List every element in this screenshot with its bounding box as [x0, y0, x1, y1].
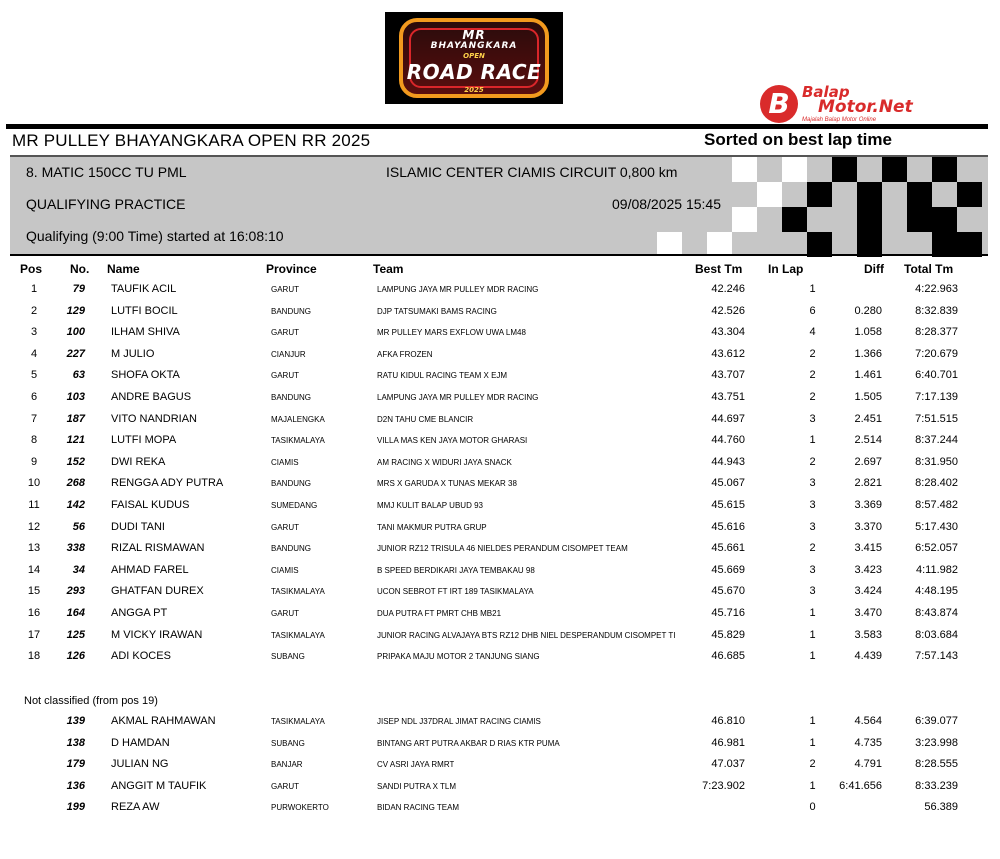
cell-best: 45.616: [711, 520, 745, 533]
cell-team: PRIPAKA MAJU MOTOR 2 TANJUNG SIANG: [377, 652, 540, 662]
cell-name: REZA AW: [111, 801, 160, 814]
cell-best: 44.697: [711, 412, 745, 425]
cell-team: D2N TAHU CME BLANCIR: [377, 414, 474, 424]
cell-province: SUBANG: [271, 738, 305, 748]
cell-no: 187: [66, 412, 85, 425]
cell-pos: 6: [30, 391, 38, 403]
cell-province: CIAMIS: [271, 457, 299, 467]
cell-team: VILLA MAS KEN JAYA MOTOR GHARASI: [377, 436, 528, 446]
cell-team: B SPEED BERDIKARI JAYA TEMBAKAU 98: [377, 565, 535, 575]
cell-team: DUA PUTRA FT PMRT CHB MB21: [377, 609, 502, 618]
cell-province: BANDUNG: [271, 393, 312, 402]
cell-pos: 13: [27, 542, 41, 555]
cell-lap: 1: [809, 736, 816, 749]
start-note: Qualifying (9:00 Time) started at 16:08:10: [26, 228, 284, 244]
cell-best: 46.685: [711, 650, 745, 663]
logo-text: 2025: [464, 86, 484, 94]
not-classified-label: Not classified (from pos 19): [24, 695, 158, 707]
circuit-name: ISLAMIC CENTER CIAMIS CIRCUIT 0,800 km: [386, 164, 678, 180]
cell-diff: 4.439: [854, 650, 882, 663]
cell-team: LAMPUNG JAYA MR PULLEY MDR RACING: [377, 285, 539, 294]
col-header-province: Province: [266, 262, 317, 276]
cell-diff: 2.821: [854, 477, 882, 490]
cell-pos: 1: [30, 283, 38, 295]
cell-province: BANDUNG: [271, 479, 312, 489]
cell-province: TASIKMALAYA: [271, 436, 325, 446]
cell-province: GARUT: [271, 609, 299, 618]
cell-no: 152: [66, 455, 85, 468]
cell-no: 139: [66, 715, 85, 727]
cell-no: 164: [66, 607, 85, 619]
cell-best: 43.751: [711, 391, 745, 403]
cell-province: TASIKMALAYA: [271, 717, 325, 726]
table-row: [0, 369, 1000, 390]
cell-best: 7:23.902: [702, 779, 745, 792]
cell-best: 42.526: [711, 304, 745, 317]
header-divider: [6, 124, 988, 129]
cell-name: M VICKY IRAWAN: [111, 628, 203, 641]
cell-diff: 3.415: [854, 542, 882, 555]
cell-total: 8:33.239: [915, 779, 958, 792]
table-row: [0, 737, 1000, 758]
logo-text: MR: [462, 28, 486, 42]
cell-diff: 2.514: [854, 434, 882, 447]
cell-total: 7:20.679: [915, 347, 958, 360]
cell-no: 79: [72, 283, 85, 295]
cell-pos: 18: [27, 650, 41, 663]
cell-lap: 1: [809, 607, 816, 619]
cell-name: RIZAL RISMAWAN: [111, 542, 205, 555]
cell-total: 8:31.950: [915, 455, 958, 468]
cell-team: TANI MAKMUR PUTRA GRUP: [377, 522, 487, 532]
cell-team: UCON SEBROT FT IRT 189 TASIKMALAYA: [377, 587, 534, 597]
cell-lap: 1: [809, 715, 816, 727]
cell-total: 56.389: [924, 801, 958, 814]
cell-total: 7:17.139: [915, 391, 958, 403]
cell-pos: 10: [27, 477, 41, 490]
cell-best: 45.615: [711, 499, 745, 511]
cell-best: 45.067: [711, 477, 745, 490]
cell-pos: 4: [30, 347, 38, 360]
cell-best: 43.612: [711, 347, 745, 360]
cell-pos: 15: [27, 585, 41, 598]
cell-lap: 3: [809, 520, 816, 533]
cell-lap: 3: [809, 477, 816, 490]
cell-total: 8:28.377: [915, 326, 958, 339]
col-header-best: Best Tm: [695, 262, 743, 276]
table-row: [0, 629, 1000, 650]
cell-diff: 1.505: [854, 391, 882, 403]
cell-team: MRS X GARUDA X TUNAS MEKAR 38: [377, 479, 517, 489]
cell-total: 6:52.057: [915, 542, 958, 555]
cell-name: FAISAL KUDUS: [111, 499, 190, 511]
cell-province: GARUT: [271, 328, 299, 338]
cell-team: BIDAN RACING TEAM: [377, 803, 460, 813]
cell-no: 100: [66, 326, 85, 339]
cell-lap: 1: [809, 283, 816, 295]
cell-diff: 3.370: [854, 520, 882, 533]
cell-diff: 3.423: [854, 563, 882, 576]
cell-pos: 5: [30, 369, 38, 382]
cell-diff: 4.791: [854, 758, 882, 771]
session-name: QUALIFYING PRACTICE: [26, 196, 186, 212]
cell-diff: 6:41.656: [839, 779, 882, 792]
cell-team: DJP TATSUMAKI BAMS RACING: [377, 306, 497, 316]
cell-province: GARUT: [271, 781, 299, 791]
cell-diff: 1.366: [854, 347, 882, 360]
cell-total: 4:22.963: [915, 283, 958, 295]
logo-text: OPEN: [463, 52, 485, 60]
cell-province: SUBANG: [271, 652, 305, 662]
cell-best: 45.670: [711, 585, 745, 598]
col-header-diff: Diff: [864, 262, 884, 276]
cell-no: 199: [66, 801, 85, 814]
cell-diff: 3.583: [854, 628, 882, 641]
cell-best: 44.943: [711, 455, 745, 468]
col-header-pos: Pos: [20, 262, 43, 276]
cell-best: 44.760: [711, 434, 745, 447]
cell-total: 8:28.402: [915, 477, 958, 490]
table-row: [0, 650, 1000, 671]
cell-name: JULIAN NG: [111, 758, 169, 771]
logo-text: BHAYANGKARA: [430, 41, 518, 51]
cell-best: 47.037: [711, 758, 745, 771]
cell-no: 121: [66, 434, 85, 447]
cell-lap: 3: [809, 563, 816, 576]
cell-province: CIAMIS: [271, 565, 299, 575]
table-row: [0, 499, 1000, 520]
cell-no: 179: [66, 758, 85, 771]
cell-best: 45.661: [711, 542, 745, 555]
cell-name: ANGGA PT: [111, 607, 168, 619]
cell-name: ANDRE BAGUS: [111, 391, 192, 403]
cell-diff: 4.735: [854, 736, 882, 749]
cell-no: 103: [66, 391, 85, 403]
cell-total: 4:48.195: [915, 585, 958, 598]
cell-team: CV ASRI JAYA RMRT: [377, 760, 455, 770]
cell-lap: 2: [809, 391, 816, 403]
cell-lap: 1: [809, 650, 816, 663]
cell-no: 338: [66, 542, 85, 555]
brand-name-line1: Balap: [802, 83, 850, 101]
cell-team: SANDI PUTRA X TLM: [377, 781, 456, 791]
table-row: [0, 715, 1000, 736]
cell-province: SUMEDANG: [271, 501, 318, 510]
cell-lap: 0: [809, 801, 816, 814]
table-row: [0, 348, 1000, 369]
cell-lap: 2: [809, 369, 816, 382]
cell-lap: 2: [809, 347, 816, 360]
cell-diff: 3.369: [854, 499, 882, 511]
cell-diff: 1.058: [854, 326, 882, 339]
cell-best: 46.981: [711, 736, 745, 749]
cell-province: CIANJUR: [271, 349, 306, 359]
cell-pos: 3: [30, 326, 38, 339]
cell-province: TASIKMALAYA: [271, 587, 325, 597]
cell-lap: 3: [809, 585, 816, 598]
cell-no: 136: [66, 779, 85, 792]
table-row: [0, 434, 1000, 455]
cell-name: ANGGIT M TAUFIK: [111, 779, 207, 792]
table-row: [0, 521, 1000, 542]
cell-lap: 2: [809, 542, 816, 555]
cell-name: LUTFI MOPA: [111, 434, 177, 447]
cell-team: BINTANG ART PUTRA AKBAR D RIAS KTR PUMA: [377, 738, 560, 748]
cell-diff: 1.461: [854, 369, 882, 382]
table-row: [0, 456, 1000, 477]
cell-lap: 4: [809, 326, 816, 339]
cell-name: AKMAL RAHMAWAN: [111, 715, 216, 727]
cell-diff: 2.697: [854, 455, 882, 468]
cell-pos: 9: [30, 455, 38, 468]
cell-total: 5:17.430: [915, 520, 958, 533]
cell-name: TAUFIK ACIL: [111, 283, 177, 295]
brand-mark-icon: B: [760, 85, 798, 123]
cell-pos: 16: [27, 607, 41, 619]
cell-name: RENGGA ADY PUTRA: [111, 477, 224, 490]
cell-total: 8:28.555: [915, 758, 958, 771]
cell-no: 125: [66, 628, 85, 641]
cell-lap: 2: [809, 758, 816, 771]
cell-no: 293: [66, 585, 85, 598]
cell-lap: 3: [809, 499, 816, 511]
cell-no: 126: [66, 650, 85, 663]
cell-lap: 1: [809, 628, 816, 641]
col-header-total: Total Tm: [904, 262, 954, 276]
event-logo: [385, 12, 563, 104]
cell-no: 138: [66, 736, 85, 749]
cell-province: PURWOKERTO: [271, 803, 329, 813]
cell-province: TASIKMALAYA: [271, 630, 325, 640]
cell-total: 8:32.839: [915, 304, 958, 317]
cell-province: GARUT: [271, 522, 299, 532]
table-row: [0, 607, 1000, 628]
cell-total: 8:03.684: [915, 628, 958, 641]
band-divider: [10, 254, 988, 256]
cell-total: 8:57.482: [915, 499, 958, 511]
brand-tagline: Majalah Balap Motor Online: [802, 117, 877, 123]
cell-best: 45.716: [711, 607, 745, 619]
cell-no: 268: [66, 477, 85, 490]
logo-text: ROAD RACE: [406, 60, 542, 84]
cell-name: AHMAD FAREL: [111, 563, 189, 576]
cell-best: 45.829: [711, 628, 745, 641]
cell-name: D HAMDAN: [111, 736, 170, 749]
cell-team: JISEP NDL J37DRAL JIMAT RACING CIAMIS: [377, 717, 541, 726]
cell-total: 7:51.515: [915, 412, 958, 425]
col-header-no: No.: [70, 262, 90, 276]
cell-lap: 1: [809, 779, 816, 792]
cell-pos: 14: [27, 563, 41, 576]
class-name: 8. MATIC 150CC TU PML: [26, 164, 187, 180]
table-row: [0, 542, 1000, 563]
cell-pos: 11: [28, 499, 40, 511]
table-row: [0, 801, 1000, 822]
cell-province: GARUT: [271, 285, 299, 294]
cell-total: 3:23.998: [915, 736, 958, 749]
table-row: [0, 585, 1000, 606]
cell-no: 56: [72, 520, 85, 533]
cell-name: GHATFAN DUREX: [111, 585, 204, 598]
cell-total: 8:43.874: [915, 607, 958, 619]
cell-diff: 3.424: [854, 585, 882, 598]
cell-province: GARUT: [271, 371, 299, 381]
cell-team: AFKA FROZEN: [377, 349, 433, 359]
cell-team: MR PULLEY MARS EXFLOW UWA LM48: [377, 328, 526, 338]
cell-province: BANDUNG: [271, 544, 312, 554]
table-row: [0, 283, 1000, 304]
cell-total: 7:57.143: [915, 650, 958, 663]
cell-team: RATU KIDUL RACING TEAM X EJM: [377, 371, 508, 381]
cell-team: MMJ KULIT BALAP UBUD 93: [377, 501, 483, 510]
cell-pos: 17: [27, 628, 41, 641]
cell-lap: 3: [809, 412, 816, 425]
brand-name-line2: Motor.Net: [818, 97, 913, 117]
table-row: [0, 305, 1000, 326]
cell-best: 42.246: [711, 283, 745, 295]
table-row: [0, 326, 1000, 347]
cell-name: LUTFI BOCIL: [111, 304, 178, 317]
cell-diff: 4.564: [854, 715, 882, 727]
cell-province: MAJALENGKA: [271, 414, 325, 424]
cell-name: DWI REKA: [111, 455, 166, 468]
col-header-team: Team: [373, 262, 404, 276]
cell-team: AM RACING X WIDURI JAYA SNACK: [377, 457, 512, 467]
cell-no: 227: [66, 347, 85, 360]
cell-name: M JULIO: [111, 347, 155, 360]
cell-team: JUNIOR RZ12 TRISULA 46 NIELDES PERANDUM CISOMPET TEAM: [377, 544, 628, 554]
table-row: [0, 413, 1000, 434]
cell-name: SHOFA OKTA: [111, 369, 180, 382]
table-row: [0, 391, 1000, 412]
sort-note: Sorted on best lap time: [704, 130, 892, 149]
cell-province: BANJAR: [271, 760, 303, 770]
table-row: [0, 477, 1000, 498]
cell-no: 142: [66, 499, 85, 511]
event-title: MR PULLEY BHAYANGKARA OPEN RR 2025: [12, 131, 371, 150]
cell-no: 63: [72, 369, 85, 382]
cell-lap: 2: [809, 455, 816, 468]
cell-total: 6:39.077: [915, 715, 958, 727]
cell-diff: 3.470: [854, 607, 882, 619]
cell-best: 43.707: [711, 369, 745, 382]
cell-best: 46.810: [711, 715, 745, 727]
cell-total: 4:11.982: [915, 563, 958, 576]
cell-team: LAMPUNG JAYA MR PULLEY MDR RACING: [377, 393, 539, 402]
cell-pos: 12: [27, 520, 41, 533]
cell-name: VITO NANDRIAN: [111, 412, 197, 425]
brand-logo: [760, 83, 920, 127]
cell-name: DUDI TANI: [111, 520, 165, 533]
cell-no: 129: [66, 304, 85, 317]
cell-diff: 0.280: [854, 304, 882, 317]
cell-team: JUNIOR RACING ALVAJAYA BTS RZ12 DHB NIEL DESPERANDUM CISOMPET TI: [377, 630, 676, 640]
cell-diff: 2.451: [854, 412, 882, 425]
cell-province: BANDUNG: [271, 306, 312, 316]
col-header-name: Name: [107, 262, 140, 276]
col-header-lap: In Lap: [768, 262, 804, 276]
cell-pos: 7: [30, 412, 38, 425]
cell-lap: 1: [809, 434, 816, 447]
cell-lap: 6: [809, 304, 816, 317]
cell-pos: 8: [30, 434, 38, 447]
table-row: [0, 564, 1000, 585]
cell-name: ADI KOCES: [111, 650, 171, 663]
cell-name: ILHAM SHIVA: [111, 326, 180, 339]
cell-best: 45.669: [711, 563, 745, 576]
table-row: [0, 758, 1000, 779]
cell-total: 6:40.701: [915, 369, 958, 382]
cell-no: 34: [72, 563, 85, 576]
cell-best: 43.304: [711, 326, 745, 339]
session-datetime: 09/08/2025 15:45: [612, 196, 721, 212]
table-row: [0, 780, 1000, 801]
cell-pos: 2: [30, 304, 38, 317]
cell-total: 8:37.244: [915, 434, 958, 447]
